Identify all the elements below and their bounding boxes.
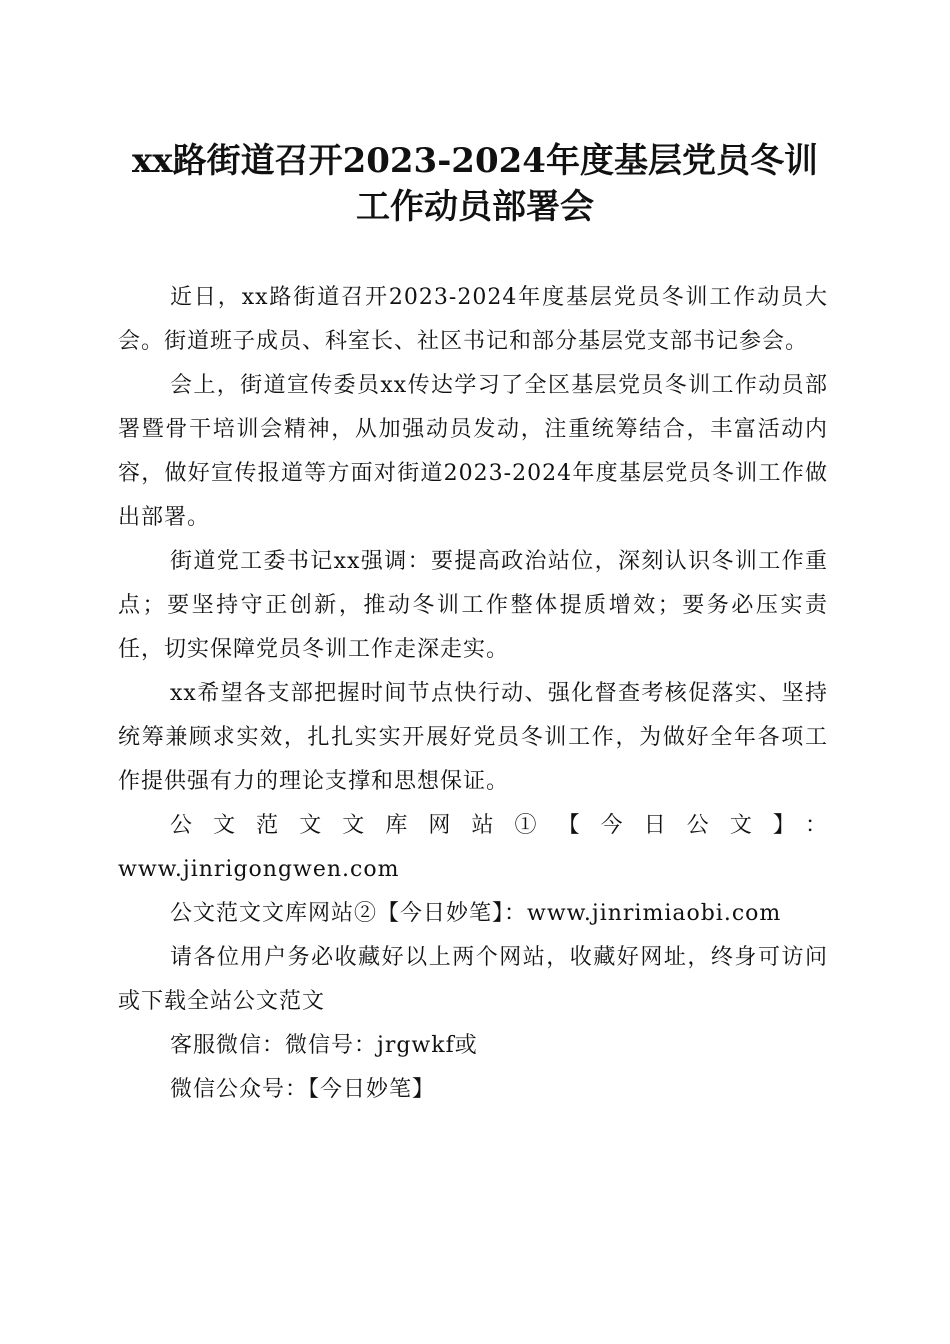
paragraph-secretary: 街道党工委书记xx强调：要提高政治站位，深刻认识冬训工作重点；要坚持守正创新，推动冬训工作整体提质增效；要务必压实责任，切实保障党员冬训工作走深走实。 <box>118 549 828 662</box>
paragraph-site2: 公文范文文库网站②【今日妙笔】：www.jinrimiaobi.com <box>170 901 782 926</box>
paragraph-intro: 近日，xx路街道召开2023-2024年度基层党员冬训工作动员大会。街道班子成员、科室长、社区书记和部分基层党支部书记参会。 <box>118 285 828 354</box>
title-line-1: xx路街道召开2023-2024年度基层党员冬训 <box>132 141 818 181</box>
paragraph-notice: 请各位用户务必收藏好以上两个网站，收藏好网址，终身可访问或下载全站公文范文 <box>118 945 828 1014</box>
document-title <box>100 138 850 230</box>
paragraph-hope: xx希望各支部把握时间节点快行动、强化督查考核促落实、坚持统筹兼顾求实效，扎扎实实开展好党员冬训工作，为做好全年各项工作提供强有力的理论支撑和思想保证。 <box>118 681 828 794</box>
paragraph-meeting: 会上，街道宣传委员xx传达学习了全区基层党员冬训工作动员部署暨骨干培训会精神，从加强动员发动，注重统筹结合，丰富活动内容，做好宣传报道等方面对街道2023-2024年度基层党员冬训工作做出部署。 <box>118 373 828 530</box>
site1-url: www.jinrigongwen.com <box>118 857 400 882</box>
paragraph-site1-label: 公文范文文库网站①【今日公文】： <box>170 813 828 838</box>
paragraph-wechat-official: 微信公众号：【今日妙笔】 <box>170 1077 436 1102</box>
title-line-2: 工作动员部署会 <box>356 187 594 227</box>
paragraph-wechat-service: 客服微信：微信号：jrgwkf或 <box>170 1033 478 1058</box>
document-body <box>118 276 828 1112</box>
